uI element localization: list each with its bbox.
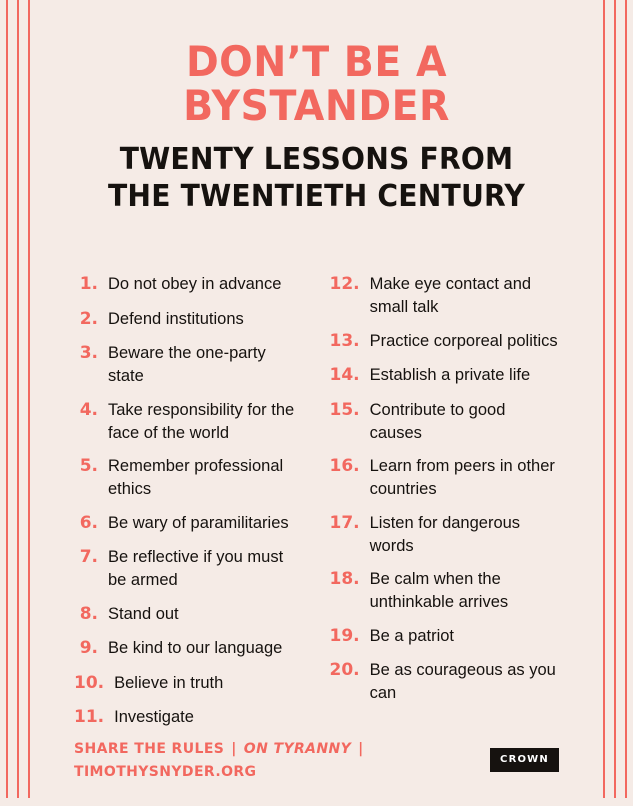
lesson-text: Be as courageous as you can — [369, 661, 556, 703]
list-item — [330, 625, 560, 648]
edge-rule-line — [6, 0, 8, 798]
page-title: DON’T BE A BYSTANDER — [183, 37, 450, 131]
lesson-text: Contribute to good causes — [369, 400, 506, 442]
list-item — [330, 364, 560, 387]
lesson-text: Be calm when the unthinkable arrives — [369, 570, 509, 612]
lesson-text: Be kind to our language — [108, 639, 283, 658]
footer-book-title: ON TYRANNY — [243, 740, 352, 757]
lesson-number: 17. — [329, 512, 360, 533]
list-item — [74, 512, 304, 535]
list-item — [74, 342, 304, 388]
list-item — [330, 330, 560, 353]
lesson-text: Do not obey in advance — [108, 275, 282, 294]
lesson-number: 10. — [74, 672, 105, 693]
lesson-text: Be reflective if you must be armed — [108, 548, 284, 590]
lesson-number: 6. — [79, 512, 98, 533]
subtitle-line-2: THE TWENTIETH CENTURY — [107, 178, 526, 214]
right-edge-rules — [599, 0, 633, 798]
list-item — [74, 399, 304, 445]
lesson-text: Remember professional ethics — [108, 457, 284, 499]
list-item — [74, 455, 304, 501]
lesson-number: 2. — [79, 308, 98, 329]
list-item — [74, 603, 304, 626]
poster-footer — [40, 741, 593, 806]
lesson-number: 11. — [74, 707, 105, 728]
lesson-text: Practice corporeal politics — [369, 331, 558, 350]
list-item — [74, 546, 304, 592]
lesson-number: 7. — [79, 547, 98, 568]
lesson-number: 3. — [79, 343, 98, 364]
lesson-text: Be a patriot — [369, 626, 455, 645]
lesson-number: 1. — [79, 274, 98, 295]
lessons-column-right — [330, 273, 560, 740]
lesson-number: 5. — [79, 456, 98, 477]
list-item — [74, 672, 304, 695]
subtitle-line-1: TWENTY LESSONS FROM — [119, 142, 514, 178]
list-item — [330, 659, 560, 705]
footer-separator: | — [358, 740, 364, 757]
lesson-text: Beware the one-party state — [108, 344, 266, 386]
lesson-number: 18. — [329, 569, 360, 590]
poster — [40, 0, 593, 798]
lesson-text: Believe in truth — [114, 673, 224, 692]
list-item — [330, 399, 560, 445]
edge-rule-line — [625, 0, 627, 798]
list-item — [74, 706, 304, 729]
edge-rule-line — [614, 0, 616, 798]
lesson-text: Defend institutions — [108, 309, 244, 328]
list-item — [74, 308, 304, 331]
lessons-column-left — [74, 273, 304, 740]
lesson-number: 15. — [329, 399, 360, 420]
lesson-text: Be wary of paramilitaries — [108, 513, 289, 532]
lesson-text: Make eye contact and small talk — [369, 275, 532, 317]
lesson-text: Stand out — [108, 604, 179, 623]
page-subtitle — [57, 142, 577, 215]
lesson-text: Learn from peers in other countries — [369, 457, 555, 499]
edge-rule-line — [603, 0, 605, 798]
footer-share-label: SHARE THE RULES — [74, 740, 225, 757]
lesson-text: Take responsibility for the face of the world — [108, 400, 295, 442]
list-item — [330, 568, 560, 614]
list-item — [330, 455, 560, 501]
lesson-number: 4. — [79, 399, 98, 420]
lesson-text: Establish a private life — [369, 366, 531, 385]
lesson-text: Investigate — [114, 708, 194, 727]
edge-rule-line — [17, 0, 19, 798]
list-item — [74, 273, 304, 296]
list-item — [74, 637, 304, 660]
lesson-number: 16. — [329, 456, 360, 477]
edge-rule-line — [28, 0, 30, 798]
lesson-number: 14. — [329, 365, 360, 386]
footer-credits — [74, 741, 490, 780]
lesson-text: Listen for dangerous words — [369, 513, 521, 555]
lesson-number: 8. — [79, 603, 98, 624]
lesson-number: 12. — [329, 274, 360, 295]
publisher-logo: CROWN — [490, 748, 559, 772]
lesson-number: 20. — [329, 660, 360, 681]
lesson-number: 9. — [79, 638, 98, 659]
list-item — [330, 512, 560, 558]
lesson-number: 19. — [329, 625, 360, 646]
lessons-container — [40, 247, 593, 740]
poster-header — [40, 0, 593, 215]
list-item — [330, 273, 560, 319]
lesson-number: 13. — [329, 330, 360, 351]
left-edge-rules — [0, 0, 34, 798]
footer-website-link[interactable]: TIMOTHYSNYDER.ORG — [74, 763, 257, 780]
footer-separator: | — [231, 740, 237, 757]
